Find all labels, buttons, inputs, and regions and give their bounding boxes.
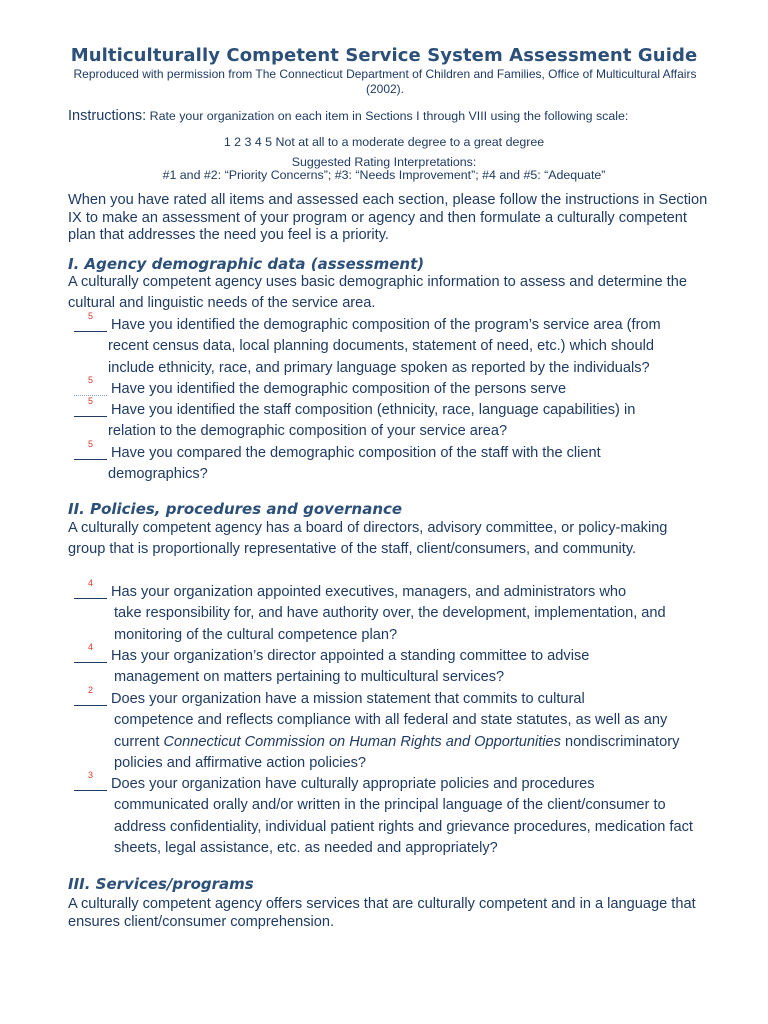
item-text: nondiscriminatory policies and affirmative action policies?: [114, 733, 680, 771]
item-question: Has your organization appointed executives, managers, and administrators who: [111, 584, 627, 600]
item-question-continued: recent census data, local planning documents, statement of need, etc.) which should include ethnicity, race, and primary language spoken as reported by the individuals?: [108, 338, 654, 376]
instructions-label: Instructions:: [68, 108, 147, 124]
rating-score: 5: [87, 375, 93, 385]
assessment-item: [74, 439, 704, 486]
instructions-line: [68, 107, 628, 125]
rating-score: 2: [87, 685, 93, 695]
suggested-interpretations: [0, 156, 768, 182]
item-text: competence and reflects compliance with all federal and state statutes, as well as any current: [114, 712, 668, 750]
rating-blank[interactable]: [74, 578, 107, 599]
assessment-item: [74, 578, 704, 646]
item-question-continued: take responsibility for, and have authority over, the development, implementation, and monitoring of the cultural competence plan?: [114, 605, 666, 643]
item-question-continued: communicated orally and/or written in the principal language of the client/consumer to address confidentiality, individual patient rights and grievance procedures, medication fact sheets, legal assistance, etc. as needed and appropriately?: [114, 797, 693, 856]
assessment-item: [74, 375, 704, 400]
rating-blank[interactable]: [74, 311, 107, 332]
rating-blank[interactable]: [74, 375, 107, 396]
instructions-text: Rate your organization on each item in Sections I through VIII using the following scale:: [149, 109, 629, 123]
section-description-3: A culturally competent agency offers services that are culturally competent and in a language that ensures client/consumer comprehension.: [68, 896, 696, 930]
rating-score: 5: [87, 311, 93, 321]
assessment-item: [74, 311, 704, 379]
document-title: Multiculturally Competent Service System Assessment Guide: [70, 45, 698, 66]
section-description-2: A culturally competent agency has a board of directors, advisory committee, or policy-making group that is proportionally representative of the staff, client/consumers, and community.: [68, 520, 668, 558]
commission-name: Connecticut Commission on Human Rights and Opportunities: [163, 733, 561, 750]
suggested-title: Suggested Rating Interpretations:: [291, 155, 477, 169]
rating-scale: 1 2 3 4 5 Not at all to a moderate degree to a great degree: [223, 135, 545, 149]
rating-score: 3: [87, 770, 93, 780]
rating-blank[interactable]: [74, 396, 107, 417]
rating-blank[interactable]: [74, 439, 107, 460]
rating-score: 4: [87, 578, 93, 588]
assessment-item: [74, 770, 704, 859]
item-question-continued: demographics?: [108, 466, 208, 483]
item-question-continued: management on matters pertaining to multicultural services?: [114, 669, 505, 686]
item-question: Have you compared the demographic composition of the staff with the client: [111, 445, 601, 461]
item-question: Has your organization’s director appointed a standing committee to advise: [111, 648, 590, 664]
permission-note: Reproduced with permission from The Connecticut Department of Children and Families, Office of Multicultural Affairs (2002).: [73, 67, 697, 96]
section-heading-3: III. Services/programs: [68, 875, 254, 893]
item-question: Have you identified the demographic composition of the persons serve: [111, 381, 567, 397]
rating-score: 5: [87, 439, 93, 449]
assessment-item: [74, 685, 704, 774]
section-heading-1: I. Agency demographic data (assessment): [68, 255, 425, 273]
item-question: Does your organization have a mission statement that commits to cultural: [111, 691, 585, 707]
section-heading-2: II. Policies, procedures and governance: [68, 500, 403, 518]
item-question-continued: [74, 710, 704, 774]
suggested-text: #1 and #2: “Priority Concerns”; #3: “Needs Improvement”; #4 and #5: “Adequate”: [162, 168, 606, 182]
item-question: Does your organization have culturally appropriate policies and procedures: [111, 776, 595, 792]
rating-score: 5: [87, 396, 93, 406]
rating-blank[interactable]: [74, 642, 107, 663]
intro-paragraph: When you have rated all items and assessed each section, please follow the instructions in Section IX to make an assessment of your program or agency and then formulate a culturally competent plan that addresses the need you feel is a priority.: [68, 192, 708, 244]
rating-score: 4: [87, 642, 93, 652]
item-question-continued: relation to the demographic composition of your service area?: [108, 423, 508, 440]
assessment-item: [74, 396, 704, 443]
item-question: Have you identified the demographic composition of the program’s service area (from: [111, 317, 661, 333]
assessment-item: [74, 642, 704, 689]
section-description-1: A culturally competent agency uses basic demographic information to assess and determine the cultural and linguistic needs of the service area.: [68, 274, 687, 312]
item-question: Have you identified the staff composition (ethnicity, race, language capabilities) in: [111, 402, 636, 418]
rating-blank[interactable]: [74, 685, 107, 706]
rating-blank[interactable]: [74, 770, 107, 791]
